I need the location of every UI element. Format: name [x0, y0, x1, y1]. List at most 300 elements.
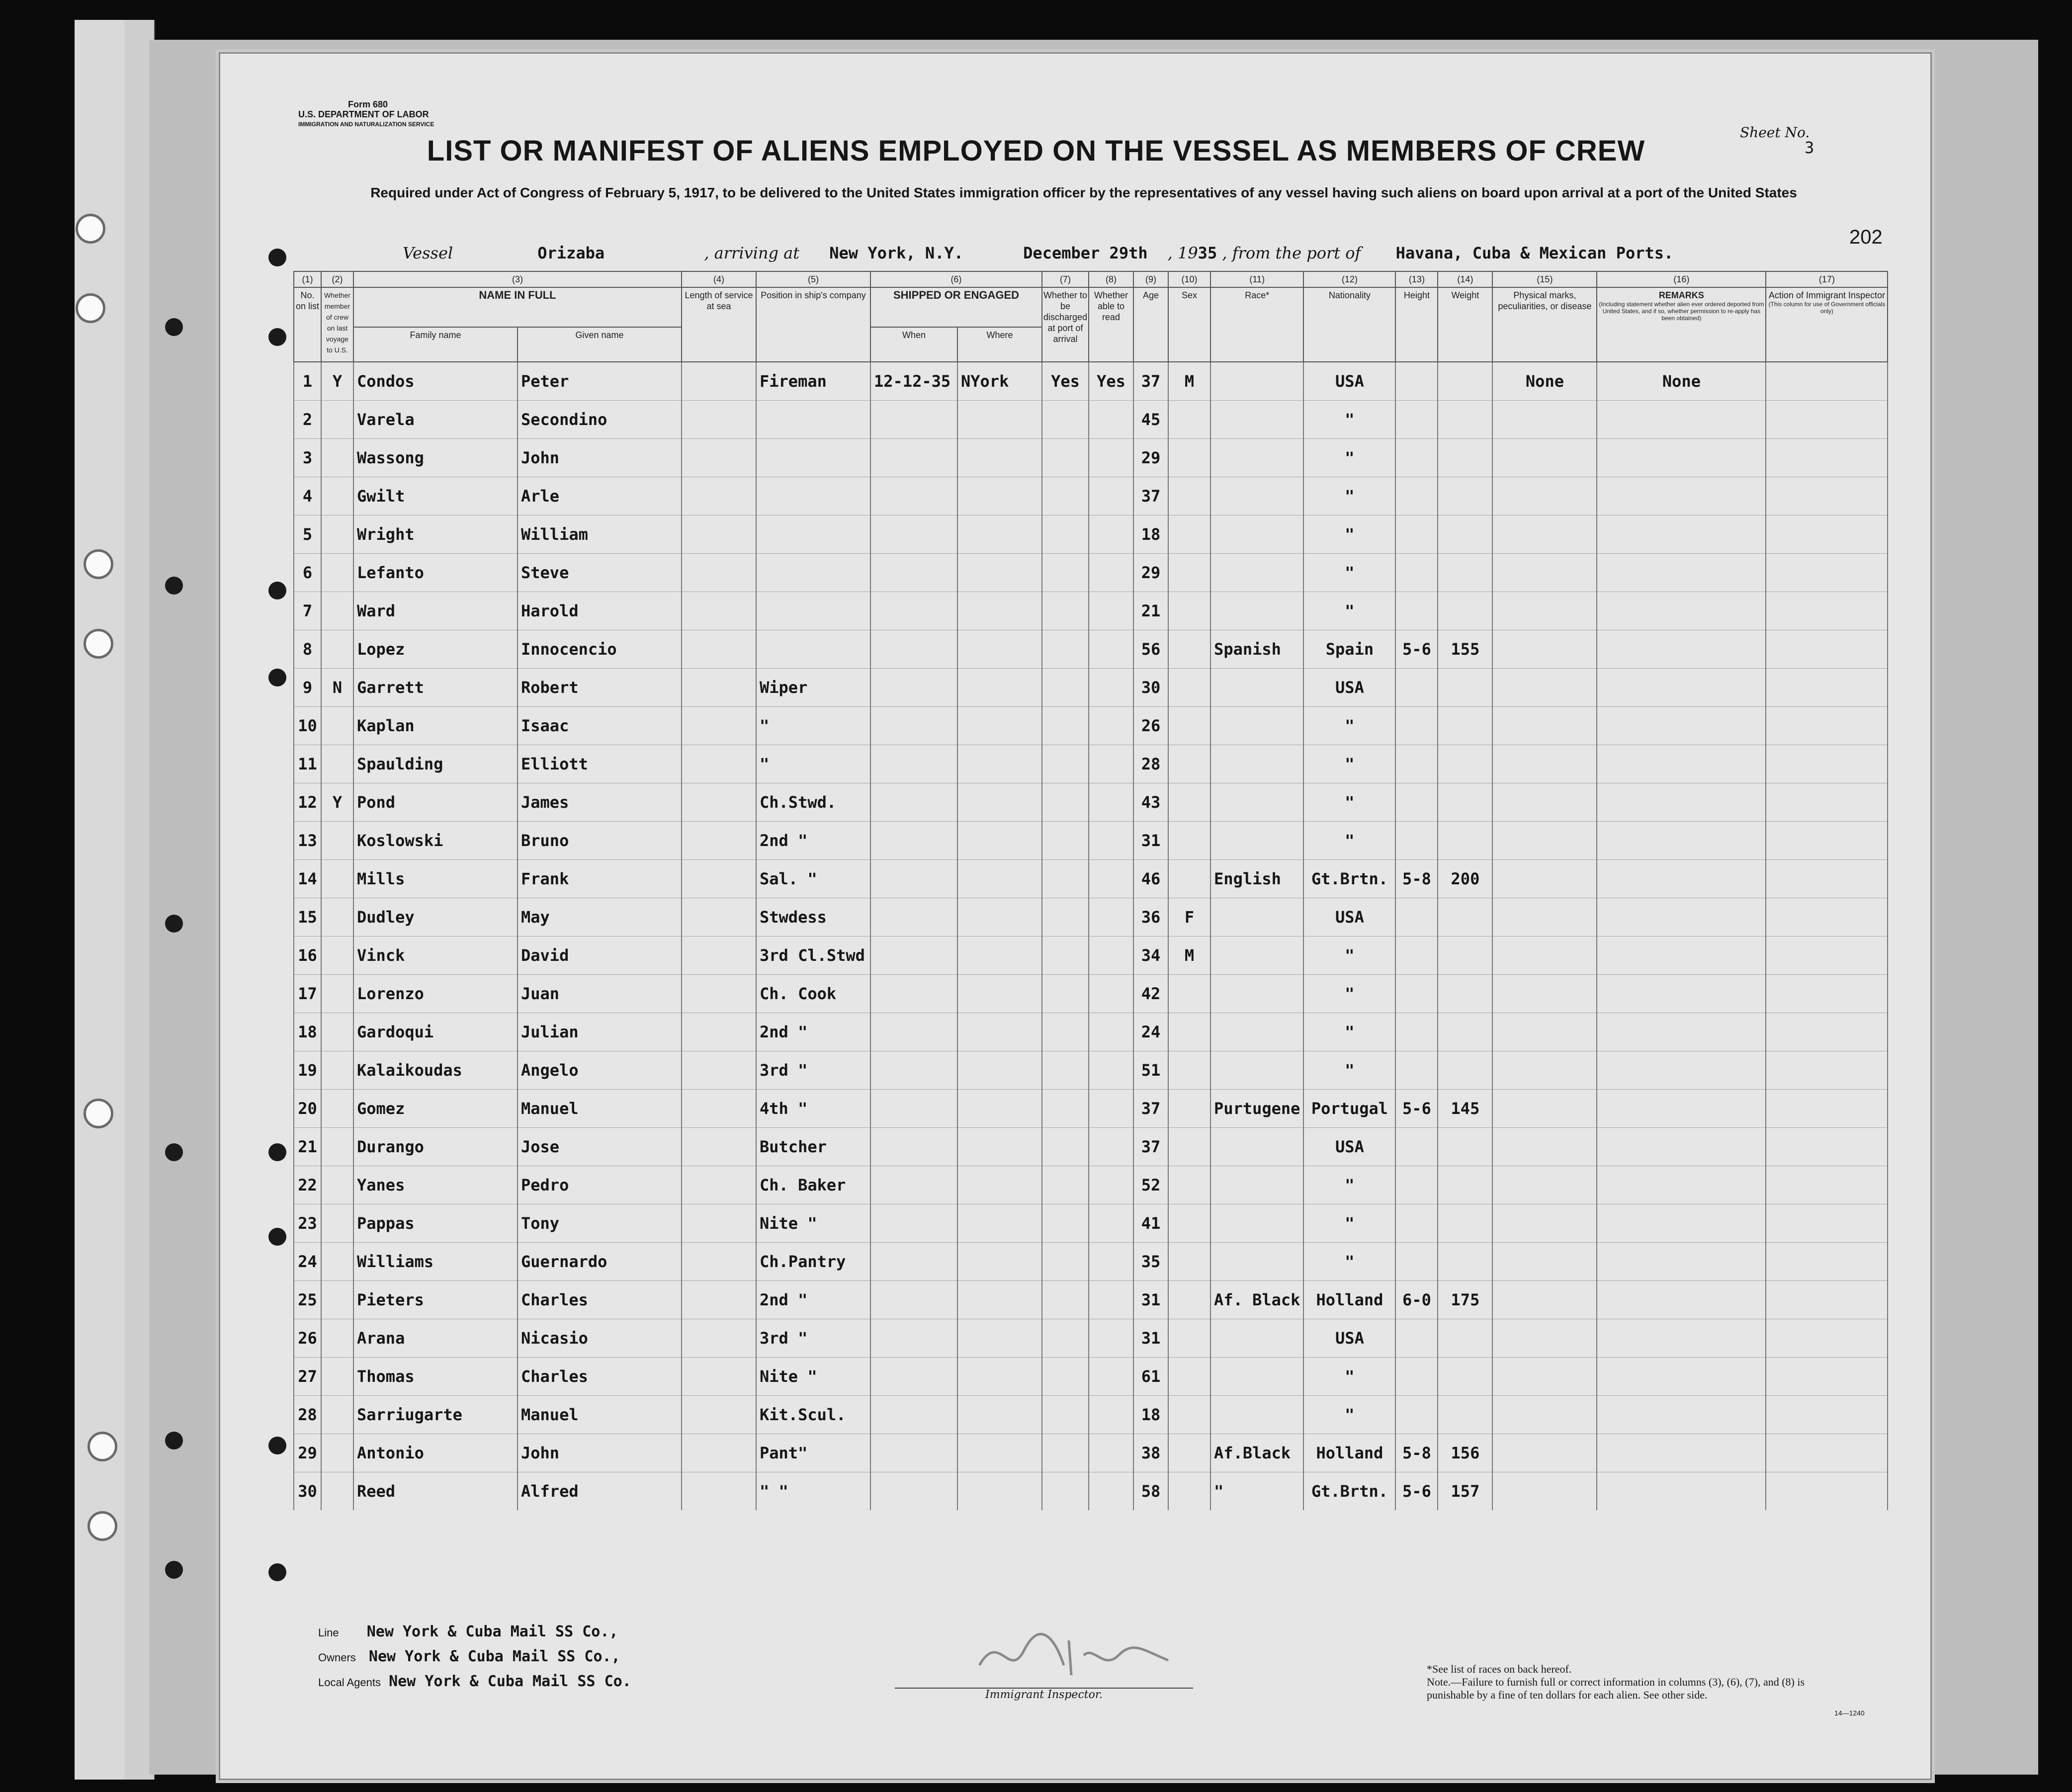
age-cell: 42 — [1133, 975, 1168, 1013]
given-name-cell: Robert — [518, 669, 682, 707]
previous-voyage-cell — [321, 1472, 353, 1511]
crew-manifest-table — [293, 271, 1888, 1510]
sex-cell — [1168, 1319, 1210, 1358]
service-length-cell — [682, 898, 756, 937]
races-note: *See list of races on back hereof. — [1427, 1663, 1572, 1675]
nationality-cell: " — [1303, 1166, 1395, 1204]
able-to-read-cell — [1089, 630, 1133, 669]
shipped-where-cell — [957, 822, 1042, 860]
physical-marks-cell — [1492, 630, 1597, 669]
nationality-cell: USA — [1303, 1128, 1395, 1166]
inspector-line: Immigrant Inspector. — [895, 1688, 1193, 1701]
family-name-cell: Reed — [353, 1472, 518, 1511]
race-cell: Af.Black — [1210, 1434, 1303, 1472]
header-name-in-full: NAME IN FULL — [353, 287, 682, 327]
shipped-when-cell — [870, 1013, 957, 1051]
line-row — [318, 1623, 618, 1640]
race-cell — [1210, 1358, 1303, 1396]
sex-cell — [1168, 1166, 1210, 1204]
row-number: 7 — [294, 592, 321, 630]
arriving-port: New York, N.Y. — [829, 244, 963, 262]
sex-cell — [1168, 669, 1210, 707]
service-length-cell — [682, 1358, 756, 1396]
shipped-when-cell — [870, 515, 957, 554]
able-to-read-cell — [1089, 1166, 1133, 1204]
able-to-read-cell — [1089, 592, 1133, 630]
able-to-read-cell — [1089, 1281, 1133, 1319]
race-cell — [1210, 1128, 1303, 1166]
family-name-cell: Pieters — [353, 1281, 518, 1319]
weight-cell — [1438, 439, 1492, 477]
table-row — [294, 1358, 1888, 1396]
position-cell: 3rd Cl.Stwd — [756, 937, 870, 975]
row-number: 28 — [294, 1396, 321, 1434]
header-remarks-title: REMARKS — [1658, 290, 1704, 300]
header-inspector-action — [1766, 287, 1888, 362]
shipped-when-cell — [870, 1166, 957, 1204]
race-cell: English — [1210, 860, 1303, 898]
table-row — [294, 630, 1888, 669]
given-name-cell: Frank — [518, 860, 682, 898]
nationality-cell: " — [1303, 783, 1395, 822]
table-row — [294, 1051, 1888, 1090]
family-name-cell: Pappas — [353, 1204, 518, 1243]
table-row — [294, 1434, 1888, 1472]
remarks-cell — [1597, 1396, 1766, 1434]
remarks-cell — [1597, 975, 1766, 1013]
age-cell: 30 — [1133, 669, 1168, 707]
race-cell: Spanish — [1210, 630, 1303, 669]
height-cell — [1395, 1204, 1438, 1243]
weight-cell — [1438, 1051, 1492, 1090]
shipped-where-cell — [957, 1204, 1042, 1243]
inspector-action-cell — [1766, 745, 1888, 783]
position-cell: Kit.Scul. — [756, 1396, 870, 1434]
previous-voyage-cell — [321, 554, 353, 592]
race-cell — [1210, 592, 1303, 630]
table-row — [294, 1013, 1888, 1051]
sex-cell: M — [1168, 362, 1210, 401]
able-to-read-cell — [1089, 898, 1133, 937]
age-cell: 56 — [1133, 630, 1168, 669]
nationality-cell: " — [1303, 1358, 1395, 1396]
sex-cell — [1168, 783, 1210, 822]
rivet-mark — [165, 577, 183, 595]
sheet-number-label: Sheet No. — [1740, 124, 1810, 141]
inspector-action-cell — [1766, 515, 1888, 554]
previous-voyage-cell — [321, 898, 353, 937]
weight-cell: 157 — [1438, 1472, 1492, 1511]
previous-voyage-cell — [321, 439, 353, 477]
rivet-mark — [268, 1437, 286, 1454]
table-row — [294, 1204, 1888, 1243]
inspector-action-cell — [1766, 1243, 1888, 1281]
previous-voyage-cell — [321, 1204, 353, 1243]
position-cell: Stwdess — [756, 898, 870, 937]
previous-voyage-cell — [321, 1358, 353, 1396]
family-name-cell: Wassong — [353, 439, 518, 477]
discharged-cell — [1042, 783, 1089, 822]
weight-cell: 155 — [1438, 630, 1492, 669]
previous-voyage-cell — [321, 975, 353, 1013]
race-cell — [1210, 783, 1303, 822]
remarks-cell — [1597, 1204, 1766, 1243]
physical-marks-cell — [1492, 1013, 1597, 1051]
position-cell: 4th " — [756, 1090, 870, 1128]
height-cell — [1395, 669, 1438, 707]
header-where: Where — [957, 327, 1042, 362]
weight-cell — [1438, 554, 1492, 592]
row-number: 8 — [294, 630, 321, 669]
inspector-action-cell — [1766, 362, 1888, 401]
physical-marks-cell — [1492, 1128, 1597, 1166]
previous-voyage-cell: Y — [321, 783, 353, 822]
table-row — [294, 975, 1888, 1013]
row-number: 18 — [294, 1013, 321, 1051]
discharged-cell — [1042, 1472, 1089, 1511]
page-title: LIST OR MANIFEST OF ALIENS EMPLOYED ON THE VESSEL AS MEMBERS OF CREW — [427, 135, 1645, 167]
row-number: 19 — [294, 1051, 321, 1090]
agents-label: Local Agents — [318, 1676, 381, 1689]
form-identifier — [298, 99, 434, 129]
sex-cell — [1168, 630, 1210, 669]
physical-marks-cell — [1492, 1434, 1597, 1472]
previous-voyage-cell — [321, 592, 353, 630]
race-cell — [1210, 707, 1303, 745]
row-number: 20 — [294, 1090, 321, 1128]
remarks-cell — [1597, 745, 1766, 783]
shipped-where-cell — [957, 669, 1042, 707]
sex-cell — [1168, 745, 1210, 783]
row-number: 13 — [294, 822, 321, 860]
department: U.S. DEPARTMENT OF LABOR — [298, 109, 429, 119]
shipped-when-cell — [870, 1396, 957, 1434]
race-cell — [1210, 669, 1303, 707]
owners-row — [318, 1648, 620, 1665]
position-cell: Ch. Baker — [756, 1166, 870, 1204]
family-name-cell: Pond — [353, 783, 518, 822]
table-row — [294, 362, 1888, 401]
physical-marks-cell — [1492, 1243, 1597, 1281]
age-cell: 29 — [1133, 439, 1168, 477]
able-to-read-cell — [1089, 554, 1133, 592]
inspector-action-cell — [1766, 669, 1888, 707]
physical-marks-cell — [1492, 477, 1597, 515]
age-cell: 29 — [1133, 554, 1168, 592]
table-row — [294, 515, 1888, 554]
remarks-cell — [1597, 783, 1766, 822]
position-cell: Nite " — [756, 1204, 870, 1243]
service-length-cell — [682, 669, 756, 707]
remarks-cell — [1597, 401, 1766, 439]
col-number: (10) — [1168, 271, 1210, 287]
inspector-action-cell — [1766, 860, 1888, 898]
previous-voyage-cell — [321, 745, 353, 783]
col-number: (11) — [1210, 271, 1303, 287]
height-cell — [1395, 1013, 1438, 1051]
height-cell — [1395, 439, 1438, 477]
shipped-where-cell — [957, 401, 1042, 439]
service-length-cell — [682, 1051, 756, 1090]
service-length-cell — [682, 1128, 756, 1166]
shipped-when-cell — [870, 898, 957, 937]
remarks-cell — [1597, 937, 1766, 975]
nationality-cell: Gt.Brtn. — [1303, 1472, 1395, 1511]
remarks-cell — [1597, 554, 1766, 592]
service-length-cell — [682, 1472, 756, 1511]
weight-cell — [1438, 898, 1492, 937]
service-length-cell — [682, 439, 756, 477]
height-cell — [1395, 898, 1438, 937]
punch-hole — [87, 1511, 117, 1541]
position-cell: Ch.Stwd. — [756, 783, 870, 822]
shipped-where-cell — [957, 1434, 1042, 1472]
height-cell — [1395, 554, 1438, 592]
family-name-cell: Kalaikoudas — [353, 1051, 518, 1090]
weight-cell — [1438, 1128, 1492, 1166]
height-cell: 5-6 — [1395, 1090, 1438, 1128]
table-row — [294, 477, 1888, 515]
table-row — [294, 401, 1888, 439]
family-name-cell: Varela — [353, 401, 518, 439]
shipped-where-cell — [957, 1128, 1042, 1166]
race-cell — [1210, 1243, 1303, 1281]
service-length-cell — [682, 477, 756, 515]
able-to-read-cell — [1089, 975, 1133, 1013]
given-name-cell: May — [518, 898, 682, 937]
arrival-date: December 29th — [1023, 244, 1148, 262]
weight-cell: 200 — [1438, 860, 1492, 898]
discharged-cell — [1042, 1434, 1089, 1472]
remarks-cell — [1597, 1472, 1766, 1511]
shipped-when-cell — [870, 975, 957, 1013]
weight-cell — [1438, 401, 1492, 439]
table-row — [294, 1472, 1888, 1511]
remarks-cell — [1597, 1281, 1766, 1319]
previous-voyage-cell — [321, 937, 353, 975]
given-name-cell: Juan — [518, 975, 682, 1013]
age-cell: 37 — [1133, 477, 1168, 515]
header-given-name: Given name — [518, 327, 682, 362]
race-cell — [1210, 898, 1303, 937]
remarks-cell — [1597, 822, 1766, 860]
nationality-cell: USA — [1303, 362, 1395, 401]
previous-voyage-cell — [321, 1281, 353, 1319]
given-name-cell: Charles — [518, 1358, 682, 1396]
nationality-cell: Gt.Brtn. — [1303, 860, 1395, 898]
weight-cell — [1438, 1204, 1492, 1243]
service-length-cell — [682, 1281, 756, 1319]
row-number: 21 — [294, 1128, 321, 1166]
nationality-cell: " — [1303, 1396, 1395, 1434]
nationality-cell: " — [1303, 592, 1395, 630]
height-cell: 5-6 — [1395, 630, 1438, 669]
nationality-cell: " — [1303, 477, 1395, 515]
service-length-cell — [682, 783, 756, 822]
remarks-cell — [1597, 1090, 1766, 1128]
age-cell: 58 — [1133, 1472, 1168, 1511]
inspector-action-cell — [1766, 783, 1888, 822]
given-name-cell: Tony — [518, 1204, 682, 1243]
sex-cell — [1168, 1396, 1210, 1434]
race-cell — [1210, 975, 1303, 1013]
header-height: Height — [1395, 287, 1438, 362]
row-number: 25 — [294, 1281, 321, 1319]
row-number: 11 — [294, 745, 321, 783]
weight-cell — [1438, 1166, 1492, 1204]
discharged-cell — [1042, 401, 1089, 439]
position-cell: Ch.Pantry — [756, 1243, 870, 1281]
weight-cell: 145 — [1438, 1090, 1492, 1128]
inspector-action-cell — [1766, 1396, 1888, 1434]
age-cell: 31 — [1133, 1281, 1168, 1319]
height-cell — [1395, 1243, 1438, 1281]
col-number: (4) — [682, 271, 756, 287]
inspector-action-cell — [1766, 1358, 1888, 1396]
race-cell — [1210, 1166, 1303, 1204]
discharged-cell — [1042, 1281, 1089, 1319]
punch-hole — [84, 1099, 113, 1128]
nationality-cell: " — [1303, 1204, 1395, 1243]
inspector-action-cell — [1766, 937, 1888, 975]
discharged-cell — [1042, 1090, 1089, 1128]
able-to-read-cell — [1089, 1243, 1133, 1281]
vessel-label: Vessel — [403, 244, 453, 262]
row-number: 26 — [294, 1319, 321, 1358]
weight-cell — [1438, 515, 1492, 554]
physical-marks-cell — [1492, 860, 1597, 898]
position-cell: Sal. " — [756, 860, 870, 898]
service-length-cell — [682, 975, 756, 1013]
given-name-cell: Angelo — [518, 1051, 682, 1090]
able-to-read-cell — [1089, 745, 1133, 783]
nationality-cell: " — [1303, 554, 1395, 592]
position-cell — [756, 401, 870, 439]
discharged-cell — [1042, 439, 1089, 477]
col-number: (9) — [1133, 271, 1168, 287]
row-number: 30 — [294, 1472, 321, 1511]
able-to-read-cell — [1089, 860, 1133, 898]
table-row — [294, 745, 1888, 783]
nationality-cell: " — [1303, 707, 1395, 745]
arrival-year: 35 — [1198, 244, 1217, 262]
age-cell: 61 — [1133, 1358, 1168, 1396]
service-length-cell — [682, 1166, 756, 1204]
remarks-cell — [1597, 1243, 1766, 1281]
given-name-cell: Julian — [518, 1013, 682, 1051]
physical-marks-cell — [1492, 439, 1597, 477]
header-previous-voyage: Whether member of crew on last voyage to U.S. — [321, 287, 353, 362]
family-name-cell: Lopez — [353, 630, 518, 669]
race-cell — [1210, 745, 1303, 783]
able-to-read-cell — [1089, 937, 1133, 975]
able-to-read-cell: Yes — [1089, 362, 1133, 401]
service-length-cell — [682, 1243, 756, 1281]
nationality-cell: " — [1303, 822, 1395, 860]
remarks-cell — [1597, 898, 1766, 937]
race-cell — [1210, 515, 1303, 554]
shipped-where-cell — [957, 707, 1042, 745]
shipped-where-cell — [957, 592, 1042, 630]
height-cell — [1395, 707, 1438, 745]
shipped-where-cell — [957, 898, 1042, 937]
shipped-when-cell — [870, 707, 957, 745]
nationality-cell: " — [1303, 515, 1395, 554]
header-inspector-note: (This column for use of Government officials only) — [1768, 301, 1886, 315]
table-row — [294, 1319, 1888, 1358]
race-cell: Af. Black — [1210, 1281, 1303, 1319]
discharged-cell — [1042, 1396, 1089, 1434]
shipped-when-cell — [870, 401, 957, 439]
shipped-where-cell — [957, 937, 1042, 975]
race-cell — [1210, 477, 1303, 515]
sex-cell — [1168, 515, 1210, 554]
physical-marks-cell — [1492, 592, 1597, 630]
able-to-read-cell — [1089, 1319, 1133, 1358]
race-cell — [1210, 937, 1303, 975]
table-row — [294, 669, 1888, 707]
shipped-when-cell — [870, 1243, 957, 1281]
inspector-action-cell — [1766, 1472, 1888, 1511]
position-cell: Ch. Cook — [756, 975, 870, 1013]
punch-hole — [76, 293, 105, 323]
age-cell: 31 — [1133, 822, 1168, 860]
age-cell: 18 — [1133, 515, 1168, 554]
shipped-where-cell — [957, 1013, 1042, 1051]
nationality-cell: Spain — [1303, 630, 1395, 669]
age-cell: 24 — [1133, 1013, 1168, 1051]
previous-voyage-cell — [321, 1090, 353, 1128]
weight-cell — [1438, 1319, 1492, 1358]
race-cell: Purtugene — [1210, 1090, 1303, 1128]
line-value: New York & Cuba Mail SS Co., — [366, 1623, 618, 1640]
discharged-cell — [1042, 477, 1089, 515]
previous-voyage-cell — [321, 1166, 353, 1204]
weight-cell — [1438, 592, 1492, 630]
sex-cell — [1168, 860, 1210, 898]
able-to-read-cell — [1089, 1358, 1133, 1396]
shipped-when-cell — [870, 822, 957, 860]
weight-cell — [1438, 477, 1492, 515]
weight-cell — [1438, 669, 1492, 707]
previous-voyage-cell — [321, 630, 353, 669]
service-length-cell — [682, 1204, 756, 1243]
physical-marks-cell — [1492, 822, 1597, 860]
header-discharged: Whether to be discharged at port of arrival — [1042, 287, 1089, 362]
previous-voyage-cell — [321, 1051, 353, 1090]
weight-cell — [1438, 822, 1492, 860]
family-name-cell: Williams — [353, 1243, 518, 1281]
agents-row — [318, 1673, 631, 1690]
nationality-cell: " — [1303, 439, 1395, 477]
nationality-cell: " — [1303, 1013, 1395, 1051]
table-row — [294, 707, 1888, 745]
family-name-cell: Lorenzo — [353, 975, 518, 1013]
shipped-where-cell — [957, 439, 1042, 477]
rivet-mark — [165, 1432, 183, 1450]
row-number: 14 — [294, 860, 321, 898]
inspector-action-cell — [1766, 1013, 1888, 1051]
inspector-action-cell — [1766, 822, 1888, 860]
sex-cell: M — [1168, 937, 1210, 975]
nationality-cell: Portugal — [1303, 1090, 1395, 1128]
given-name-cell: Charles — [518, 1281, 682, 1319]
family-name-cell: Sarriugarte — [353, 1396, 518, 1434]
age-cell: 21 — [1133, 592, 1168, 630]
previous-voyage-cell — [321, 477, 353, 515]
remarks-cell — [1597, 515, 1766, 554]
discharged-cell — [1042, 669, 1089, 707]
